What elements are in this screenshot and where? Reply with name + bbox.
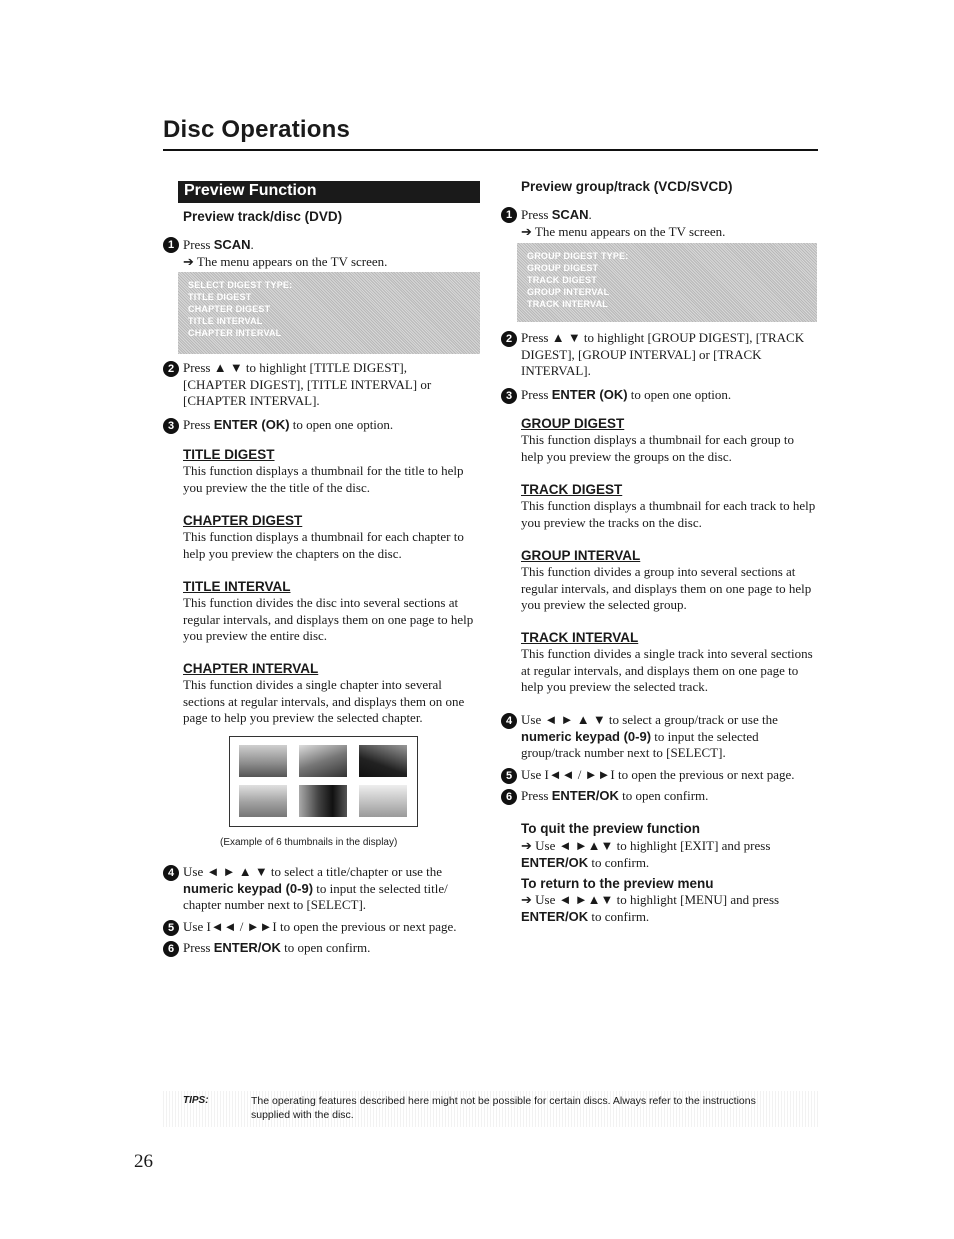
page-number: 26	[134, 1151, 153, 1172]
thumbnail-image	[359, 745, 407, 777]
step-number: 2	[501, 331, 517, 347]
left-step-5: Use I◄◄ / ►►I to open the previous or next page.	[183, 919, 457, 934]
right-step-3: Press ENTER (OK) to open one option.	[521, 387, 732, 402]
thumbnail-caption: (Example of 6 thumbnails in the display)	[220, 837, 398, 848]
option-description: This function divides a single chapter into several sections at regular intervals, and displays them on one page to help you preview the selected chapter.	[183, 677, 465, 725]
option-title: TRACK DIGEST	[521, 482, 623, 497]
right-step-1-result: ➔ The menu appears on the TV screen.	[521, 224, 726, 239]
thumbnail-image	[359, 785, 407, 817]
menu-item: TRACK INTERVAL	[527, 299, 608, 309]
thumbnail-image	[239, 785, 287, 817]
tips-label: TIPS:	[183, 1095, 209, 1106]
left-menu-screen	[178, 272, 480, 354]
thumbnail-image	[299, 785, 347, 817]
left-step-4: Use ◄ ► ▲ ▼ to select a title/chapter or use the numeric keypad (0-9) to input the selected title/ chapter number next to [SELECT].	[183, 864, 448, 912]
step-number: 1	[501, 207, 517, 223]
left-heading: Preview track/disc (DVD)	[183, 209, 343, 224]
option-title: TITLE INTERVAL	[183, 579, 291, 594]
right-step-2: Press ▲ ▼ to highlight [GROUP DIGEST], [TRACK DIGEST], [GROUP INTERVAL] or [TRACK INTERVAL].	[521, 330, 805, 378]
step-number: 2	[163, 361, 179, 377]
menu-item: CHAPTER INTERVAL	[188, 328, 282, 338]
quit-heading: To quit the preview function	[521, 821, 700, 836]
title-divider	[163, 149, 818, 151]
step-number: 6	[163, 941, 179, 957]
option-description: This function displays a thumbnail for each track to help you preview the tracks on the disc.	[521, 498, 816, 530]
quit-instructions: ➔ Use ◄ ►▲▼ to highlight [EXIT] and press ENTER/OK to confirm.	[521, 838, 771, 870]
menu-item: TITLE INTERVAL	[188, 316, 263, 326]
option-title: GROUP DIGEST	[521, 416, 625, 431]
step-number: 1	[163, 237, 179, 253]
menu-item: CHAPTER DIGEST	[188, 304, 271, 314]
menu-item: SELECT DIGEST TYPE:	[188, 280, 293, 290]
left-step-1-result: ➔ The menu appears on the TV screen.	[183, 254, 388, 269]
menu-item: GROUP INTERVAL	[527, 287, 610, 297]
menu-item: TITLE DIGEST	[188, 292, 252, 302]
step-number: 3	[163, 418, 179, 434]
option-description: This function displays a thumbnail for the title to help you preview the the title of the disc.	[183, 463, 464, 495]
right-step-4: Use ◄ ► ▲ ▼ to select a group/track or use the numeric keypad (0-9) to input the selected group/track number next to [SELECT].	[521, 712, 778, 760]
step-number: 4	[501, 713, 517, 729]
section-bar	[178, 181, 480, 203]
option-title: TITLE DIGEST	[183, 447, 275, 462]
tips-box	[163, 1091, 818, 1127]
tips-text: The operating features described here might not be possible for certain discs. Always refer to the instructions supplied with the disc.	[251, 1095, 756, 1121]
right-heading: Preview group/track (VCD/SVCD)	[521, 179, 733, 194]
step-number: 6	[501, 789, 517, 805]
thumbnail-image	[239, 745, 287, 777]
option-title: CHAPTER INTERVAL	[183, 661, 319, 676]
step-number: 3	[501, 388, 517, 404]
menu-item: GROUP DIGEST TYPE:	[527, 251, 629, 261]
option-description: This function divides a group into several sections at regular intervals, and displays them on one page to help you preview the selected group.	[521, 564, 812, 612]
step-number: 5	[501, 768, 517, 784]
option-description: This function displays a thumbnail for each group to help you preview the groups on the disc.	[521, 432, 794, 464]
menu-item: GROUP DIGEST	[527, 263, 599, 273]
return-instructions: ➔ Use ◄ ►▲▼ to highlight [MENU] and press ENTER/OK to confirm.	[521, 892, 780, 924]
section-label: Preview Function	[184, 182, 317, 199]
option-title: TRACK INTERVAL	[521, 630, 639, 645]
left-step-1: Press SCAN.	[183, 237, 254, 252]
page-title: Disc Operations	[163, 116, 351, 143]
option-title: GROUP INTERVAL	[521, 548, 641, 563]
step-number: 4	[163, 865, 179, 881]
option-title: CHAPTER DIGEST	[183, 513, 303, 528]
left-step-2: Press ▲ ▼ to highlight [TITLE DIGEST], [CHAPTER DIGEST], [TITLE INTERVAL] or [CHAPTER INTERVAL].	[183, 360, 432, 408]
left-step-3: Press ENTER (OK) to open one option.	[183, 417, 394, 432]
right-step-1: Press SCAN.	[521, 207, 592, 222]
right-step-5: Use I◄◄ / ►►I to open the previous or next page.	[521, 767, 795, 782]
thumbnail-example	[229, 736, 418, 827]
thumbnail-image	[299, 745, 347, 777]
right-step-6: Press ENTER/OK to open confirm.	[521, 788, 709, 803]
step-number: 5	[163, 920, 179, 936]
return-heading: To return to the preview menu	[521, 876, 714, 891]
option-description: This function divides a single track into several sections at regular intervals, and displays them on one page to help you preview the selected track.	[521, 646, 813, 694]
menu-item: TRACK DIGEST	[527, 275, 597, 285]
left-step-6: Press ENTER/OK to open confirm.	[183, 940, 371, 955]
option-description: This function divides the disc into several sections at regular intervals, and displays them on one page to help you preview the entire disc.	[183, 595, 474, 643]
right-menu-screen	[517, 243, 817, 322]
option-description: This function displays a thumbnail for each chapter to help you preview the chapters on the disc.	[183, 529, 464, 561]
